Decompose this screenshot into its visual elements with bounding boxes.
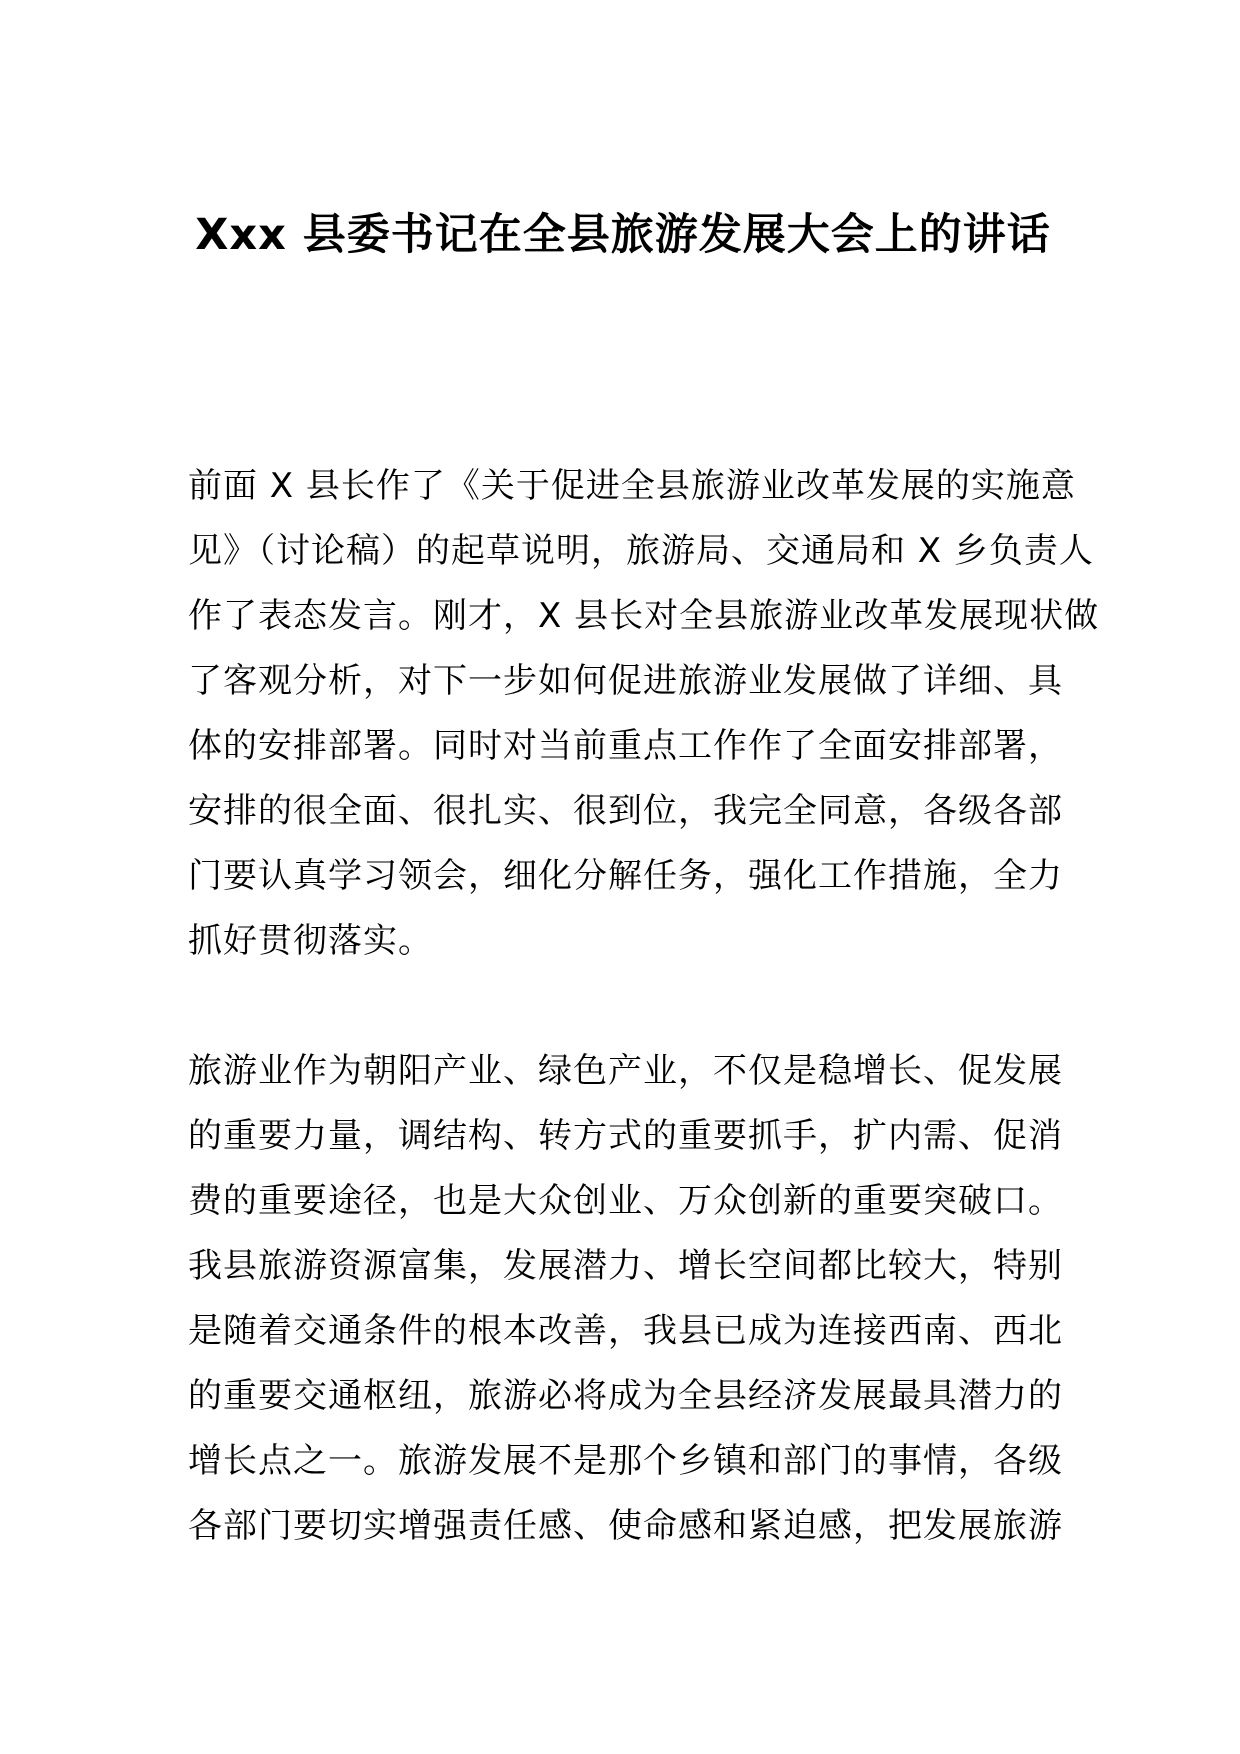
paragraph-line: 前面 X 县长作了《关于促进全县旅游业改革发展的实施意 [188, 466, 1076, 506]
paragraph-line: 的重要力量，调结构、转方式的重要抓手，扩内需、促消 [188, 1116, 1063, 1156]
paragraph-line: 作了表态发言。刚才，X 县长对全县旅游业改革发展现状做 [188, 596, 1100, 636]
paragraph-line: 门要认真学习领会，细化分解任务，强化工作措施，全力 [188, 856, 1063, 896]
paragraph-line: 见》（讨论稿）的起草说明，旅游局、交通局和 X 乡负责人 [188, 531, 1094, 571]
paragraph-2 [188, 1039, 1068, 1559]
paragraph-line: 是随着交通条件的根本改善，我县已成为连接西南、西北 [188, 1311, 1063, 1351]
paragraph-line: 的重要交通枢纽，旅游必将成为全县经济发展最具潜力的 [188, 1376, 1063, 1416]
paragraph-line: 了客观分析，对下一步如何促进旅游业发展做了详细、具 [188, 661, 1063, 701]
paragraph-line: 体的安排部署。同时对当前重点工作作了全面安排部署， [188, 726, 1063, 766]
paragraph-line: 增长点之一。旅游发展不是那个乡镇和部门的事情，各级 [188, 1441, 1063, 1481]
document-title: Xxx 县委书记在全县旅游发展大会上的讲话 [195, 210, 1051, 260]
paragraph-line: 旅游业作为朝阳产业、绿色产业，不仅是稳增长、促发展 [188, 1051, 1063, 1091]
paragraph-line: 安排的很全面、很扎实、很到位，我完全同意，各级各部 [188, 791, 1063, 831]
paragraph-line: 抓好贯彻落实。 [188, 921, 433, 961]
paragraph-line: 各部门要切实增强责任感、使命感和紧迫感，把发展旅游 [188, 1506, 1063, 1546]
paragraph-line: 我县旅游资源富集，发展潜力、增长空间都比较大，特别 [188, 1246, 1063, 1286]
paragraph-1 [188, 454, 1100, 974]
paragraph-line: 费的重要途径，也是大众创业、万众创新的重要突破口。 [188, 1181, 1063, 1221]
